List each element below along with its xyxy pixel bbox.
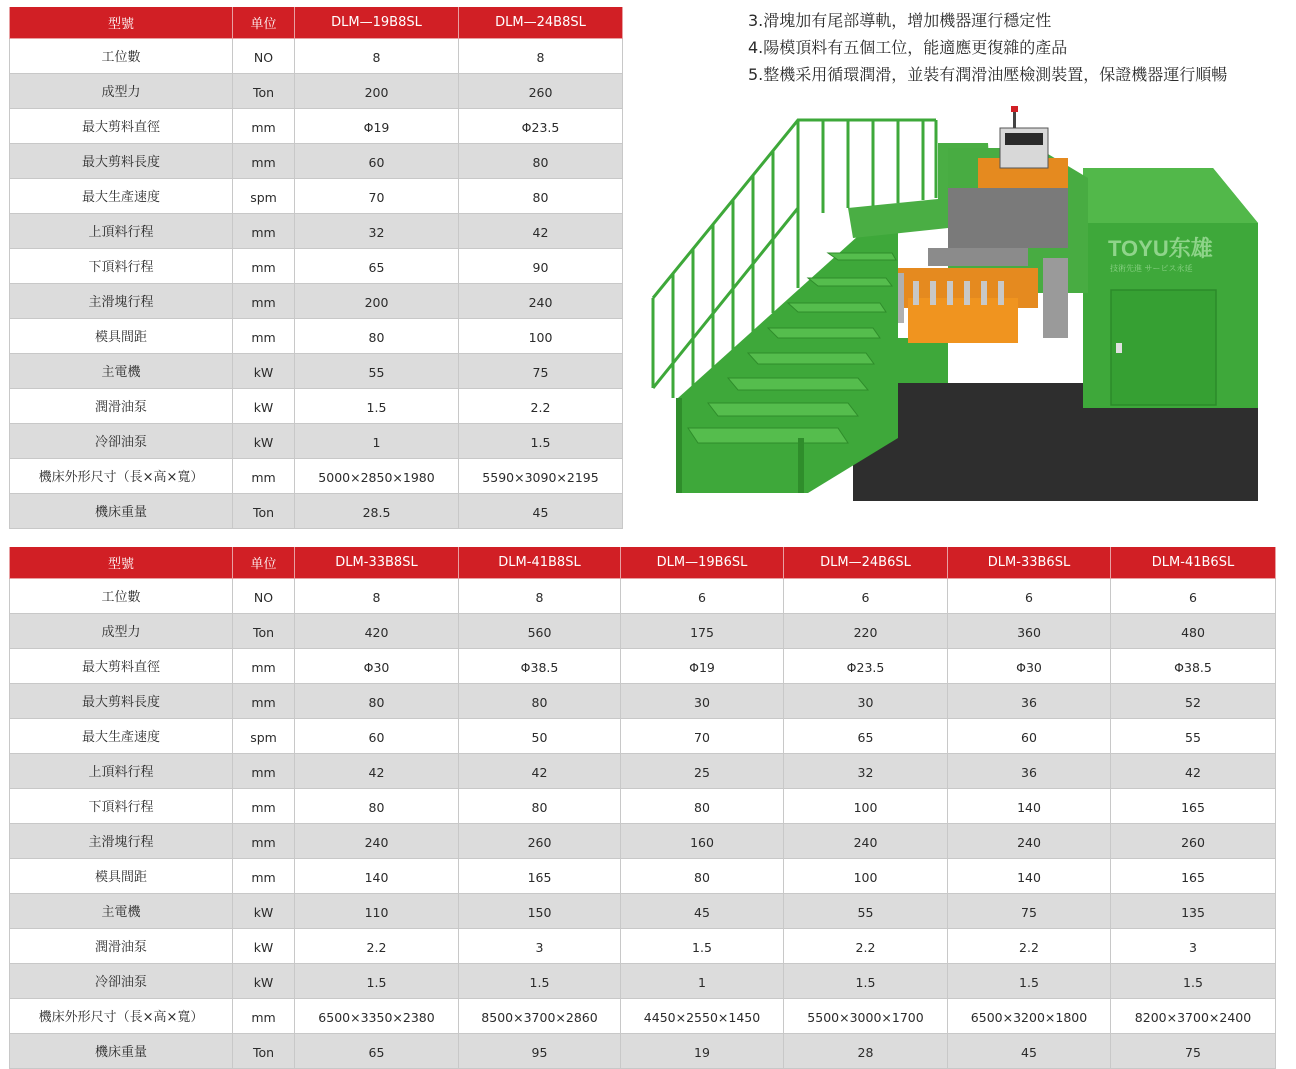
header-model: 型號: [10, 7, 233, 38]
spec-value: 165: [1111, 858, 1276, 893]
table-row: [10, 823, 1276, 858]
spec-value: 2.2: [459, 388, 623, 423]
machine-logo: TOYU东雄: [1108, 236, 1213, 261]
spec-value: 80: [459, 788, 621, 823]
spec-unit: mm: [233, 998, 295, 1033]
spec-value: 5500×3000×1700: [784, 998, 948, 1033]
spec-value: 165: [1111, 788, 1276, 823]
table-row: [10, 318, 623, 353]
spec-value: 2.2: [784, 928, 948, 963]
spec-value: Φ23.5: [459, 108, 623, 143]
spec-value: 8: [295, 38, 459, 73]
feature-note: 4.陽模頂料有五個工位，能適應更復雜的產品: [748, 38, 1068, 57]
spec-value: Φ38.5: [459, 648, 621, 683]
spec-unit: kW: [233, 963, 295, 998]
table-row: [10, 458, 623, 493]
spec-value: 75: [459, 353, 623, 388]
header-model-col: DLM-41B6SL: [1111, 547, 1276, 578]
spec-unit: Ton: [233, 73, 295, 108]
spec-value: Φ19: [621, 648, 784, 683]
spec-unit: NO: [233, 578, 295, 613]
spec-value: Φ23.5: [784, 648, 948, 683]
spec-value: Φ30: [948, 648, 1111, 683]
spec-unit: mm: [233, 283, 295, 318]
table-row: [10, 683, 1276, 718]
spec-label: 主電機: [10, 353, 233, 388]
spec-value: 80: [295, 683, 459, 718]
spec-value: 1.5: [459, 963, 621, 998]
table-row: [10, 718, 1276, 753]
spec-value: 80: [295, 788, 459, 823]
header-model-col: DLM—24B8SL: [459, 7, 623, 38]
spec-value: 420: [295, 613, 459, 648]
spec-label: 主電機: [10, 893, 233, 928]
spec-unit: mm: [233, 648, 295, 683]
spec-value: 36: [948, 753, 1111, 788]
spec-value: 6: [621, 578, 784, 613]
spec-value: 150: [459, 893, 621, 928]
spec-value: Φ38.5: [1111, 648, 1276, 683]
header-model-col: DLM-33B8SL: [295, 547, 459, 578]
spec-value: 30: [621, 683, 784, 718]
spec-unit: spm: [233, 718, 295, 753]
spec-label: 機床外形尺寸（長×高×寬）: [10, 458, 233, 493]
table-row: [10, 493, 623, 528]
spec-value: 165: [459, 858, 621, 893]
spec-unit: mm: [233, 753, 295, 788]
table-row: [10, 213, 623, 248]
spec-value: 8500×3700×2860: [459, 998, 621, 1033]
spec-value: 80: [621, 858, 784, 893]
table-row: [10, 893, 1276, 928]
table-row: [10, 998, 1276, 1033]
spec-label: 冷卻油泵: [10, 423, 233, 458]
spec-unit: NO: [233, 38, 295, 73]
spec-value: 240: [784, 823, 948, 858]
spec-value: 55: [784, 893, 948, 928]
spec-value: 175: [621, 613, 784, 648]
spec-value: 480: [1111, 613, 1276, 648]
spec-value: 36: [948, 683, 1111, 718]
table-row: [10, 388, 623, 423]
spec-value: 42: [1111, 753, 1276, 788]
spec-value: 8: [295, 578, 459, 613]
spec-unit: mm: [233, 823, 295, 858]
spec-value: 200: [295, 283, 459, 318]
spec-label: 最大生產速度: [10, 718, 233, 753]
spec-value: 140: [948, 788, 1111, 823]
spec-value: 8200×3700×2400: [1111, 998, 1276, 1033]
table-header-row: [10, 7, 623, 38]
spec-value: 260: [459, 823, 621, 858]
spec-value: 80: [459, 683, 621, 718]
spec-label: 冷卻油泵: [10, 963, 233, 998]
spec-label: 下頂料行程: [10, 248, 233, 283]
spec-value: 70: [621, 718, 784, 753]
spec-value: 32: [784, 753, 948, 788]
header-model-col: DLM—19B6SL: [621, 547, 784, 578]
spec-value: 80: [459, 143, 623, 178]
spec-value: 1.5: [295, 963, 459, 998]
spec-unit: mm: [233, 213, 295, 248]
spec-value: 1.5: [295, 388, 459, 423]
spec-label: 主滑塊行程: [10, 283, 233, 318]
spec-value: 140: [295, 858, 459, 893]
spec-value: 52: [1111, 683, 1276, 718]
spec-label: 主滑塊行程: [10, 823, 233, 858]
spec-value: 28.5: [295, 493, 459, 528]
spec-unit: Ton: [233, 493, 295, 528]
spec-unit: mm: [233, 683, 295, 718]
spec-label: 成型力: [10, 613, 233, 648]
spec-value: 260: [459, 73, 623, 108]
spec-label: 最大剪料長度: [10, 683, 233, 718]
spec-table-b8sl-b6sl: [9, 547, 1276, 1069]
table-row: [10, 858, 1276, 893]
spec-value: 2.2: [295, 928, 459, 963]
spec-label: 成型力: [10, 73, 233, 108]
table-row: [10, 613, 1276, 648]
spec-unit: kW: [233, 928, 295, 963]
spec-value: 42: [295, 753, 459, 788]
spec-table-b8sl-small: [9, 7, 623, 529]
spec-label: 最大剪料長度: [10, 143, 233, 178]
table-row: [10, 1033, 1276, 1068]
spec-value: 5590×3090×2195: [459, 458, 623, 493]
spec-value: 110: [295, 893, 459, 928]
spec-value: 140: [948, 858, 1111, 893]
spec-label: 機床外形尺寸（長×高×寬）: [10, 998, 233, 1033]
feature-notes: [748, 7, 1227, 88]
spec-value: 95: [459, 1033, 621, 1068]
spec-value: 75: [948, 893, 1111, 928]
table-row: [10, 963, 1276, 998]
spec-value: 90: [459, 248, 623, 283]
spec-label: 最大剪料直徑: [10, 108, 233, 143]
spec-label: 下頂料行程: [10, 788, 233, 823]
spec-label: 潤滑油泵: [10, 388, 233, 423]
spec-label: 工位數: [10, 578, 233, 613]
machine-slogan: 技術先進 サービス永延: [1110, 264, 1193, 273]
spec-unit: mm: [233, 458, 295, 493]
spec-label: 上頂料行程: [10, 213, 233, 248]
spec-unit: mm: [233, 143, 295, 178]
spec-label: 工位數: [10, 38, 233, 73]
table-row: [10, 423, 623, 458]
spec-value: 6: [948, 578, 1111, 613]
spec-value: 240: [948, 823, 1111, 858]
spec-value: 45: [621, 893, 784, 928]
table-row: [10, 788, 1276, 823]
spec-value: 160: [621, 823, 784, 858]
spec-unit: spm: [233, 178, 295, 213]
table-row: [10, 283, 623, 318]
header-model-col: DLM-33B6SL: [948, 547, 1111, 578]
spec-value: 6500×3200×1800: [948, 998, 1111, 1033]
spec-value: 60: [948, 718, 1111, 753]
spec-value: 100: [459, 318, 623, 353]
spec-value: 100: [784, 858, 948, 893]
spec-unit: kW: [233, 388, 295, 423]
spec-value: 4450×2550×1450: [621, 998, 784, 1033]
spec-value: 19: [621, 1033, 784, 1068]
header-model-col: DLM—19B8SL: [295, 7, 459, 38]
spec-value: 100: [784, 788, 948, 823]
spec-value: 80: [459, 178, 623, 213]
spec-value: Φ30: [295, 648, 459, 683]
spec-value: 65: [784, 718, 948, 753]
spec-value: 1.5: [1111, 963, 1276, 998]
spec-value: 55: [295, 353, 459, 388]
table-row: [10, 73, 623, 108]
spec-value: 60: [295, 718, 459, 753]
spec-value: 45: [948, 1033, 1111, 1068]
spec-value: 1.5: [621, 928, 784, 963]
header-unit: 单位: [233, 547, 295, 578]
table-row: [10, 248, 623, 283]
table-header-row: [10, 547, 1276, 578]
header-unit: 单位: [233, 7, 295, 38]
spec-value: 65: [295, 1033, 459, 1068]
header-model-col: DLM—24B6SL: [784, 547, 948, 578]
spec-value: 6: [784, 578, 948, 613]
spec-value: 240: [295, 823, 459, 858]
spec-unit: kW: [233, 423, 295, 458]
spec-value: 30: [784, 683, 948, 718]
spec-label: 機床重量: [10, 1033, 233, 1068]
spec-unit: kW: [233, 353, 295, 388]
spec-value: 42: [459, 213, 623, 248]
table-row: [10, 578, 1276, 613]
header-model-col: DLM-41B8SL: [459, 547, 621, 578]
spec-value: 28: [784, 1033, 948, 1068]
spec-value: 1.5: [784, 963, 948, 998]
spec-value: 80: [621, 788, 784, 823]
spec-value: 220: [784, 613, 948, 648]
spec-value: 1.5: [459, 423, 623, 458]
table-row: [10, 38, 623, 73]
spec-label: 潤滑油泵: [10, 928, 233, 963]
spec-label: 最大剪料直徑: [10, 648, 233, 683]
spec-unit: mm: [233, 858, 295, 893]
table-row: [10, 143, 623, 178]
spec-value: 1: [621, 963, 784, 998]
spec-value: 360: [948, 613, 1111, 648]
spec-value: 135: [1111, 893, 1276, 928]
spec-value: 6: [1111, 578, 1276, 613]
spec-value: 8: [459, 578, 621, 613]
machine-photo: [648, 98, 1288, 503]
spec-label: 上頂料行程: [10, 753, 233, 788]
table-row: [10, 753, 1276, 788]
table-row: [10, 648, 1276, 683]
table-row: [10, 178, 623, 213]
spec-value: 70: [295, 178, 459, 213]
spec-value: 200: [295, 73, 459, 108]
spec-value: 8: [459, 38, 623, 73]
spec-unit: mm: [233, 318, 295, 353]
spec-value: 2.2: [948, 928, 1111, 963]
spec-value: 75: [1111, 1033, 1276, 1068]
spec-value: 560: [459, 613, 621, 648]
spec-value: 42: [459, 753, 621, 788]
spec-unit: kW: [233, 893, 295, 928]
spec-value: 25: [621, 753, 784, 788]
spec-value: 80: [295, 318, 459, 353]
spec-unit: Ton: [233, 1033, 295, 1068]
spec-label: 模具間距: [10, 318, 233, 353]
spec-label: 模具間距: [10, 858, 233, 893]
spec-value: 1.5: [948, 963, 1111, 998]
spec-value: 6500×3350×2380: [295, 998, 459, 1033]
feature-note: 5.整機采用循環潤滑，並裝有潤滑油壓檢測裝置，保證機器運行順暢: [748, 65, 1228, 84]
spec-unit: mm: [233, 248, 295, 283]
spec-unit: mm: [233, 108, 295, 143]
spec-unit: mm: [233, 788, 295, 823]
spec-value: 32: [295, 213, 459, 248]
table-row: [10, 353, 623, 388]
spec-value: Φ19: [295, 108, 459, 143]
table-row: [10, 108, 623, 143]
spec-value: 5000×2850×1980: [295, 458, 459, 493]
feature-note: 3.滑塊加有尾部導軌，增加機器運行穩定性: [748, 11, 1052, 30]
spec-value: 60: [295, 143, 459, 178]
header-model: 型號: [10, 547, 233, 578]
spec-value: 3: [459, 928, 621, 963]
spec-unit: Ton: [233, 613, 295, 648]
spec-value: 45: [459, 493, 623, 528]
spec-value: 240: [459, 283, 623, 318]
spec-value: 260: [1111, 823, 1276, 858]
table-row: [10, 928, 1276, 963]
spec-value: 1: [295, 423, 459, 458]
spec-label: 最大生產速度: [10, 178, 233, 213]
spec-value: 50: [459, 718, 621, 753]
spec-label: 機床重量: [10, 493, 233, 528]
spec-value: 65: [295, 248, 459, 283]
spec-value: 3: [1111, 928, 1276, 963]
spec-value: 55: [1111, 718, 1276, 753]
